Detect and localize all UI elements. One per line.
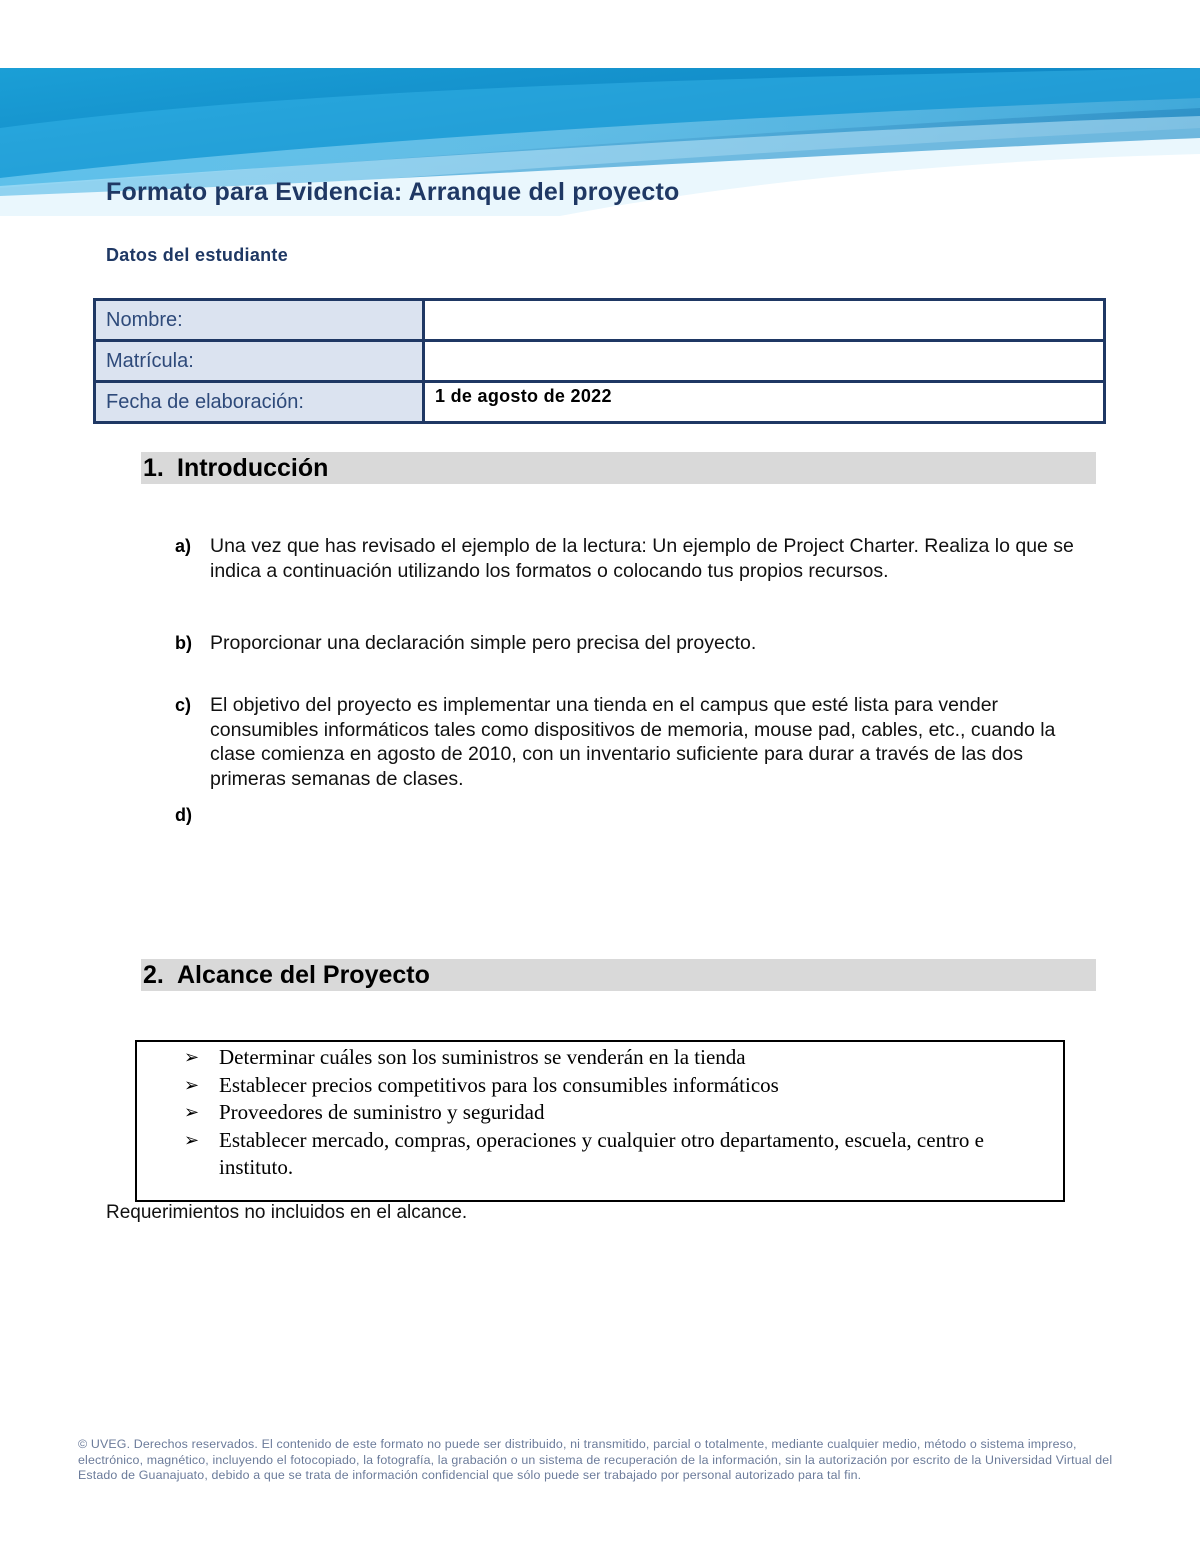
- list-item: [137, 1127, 1063, 1182]
- id-label: Matrícula:: [95, 341, 424, 382]
- name-value[interactable]: [424, 300, 1105, 341]
- id-value[interactable]: [424, 341, 1105, 382]
- item-marker: d): [175, 805, 192, 825]
- section-title: Introducción: [177, 454, 329, 482]
- arrow-bullet-icon: ➢: [184, 1047, 200, 1068]
- arrow-bullet-icon: ➢: [184, 1102, 200, 1123]
- list-item: [175, 631, 1095, 656]
- list-item: [175, 534, 1095, 583]
- copyright-footer: © UVEG. Derechos reservados. El contenido de este formato no puede ser distribuido, ni transmitido, parcial o totalmente, mediante cualquier medio, método o sistema impreso, electrónico, magnético, incluyendo el fotocopiado, la fotografía, la grabación o un sistema de recuperación de la información, sin la autorización por escrito de la Universidad Virtual del Estado de Guanajuato, debido a que se trata de información confidencial que sólo puede ser trabajado por personal autorizado para tal fin.: [78, 1437, 1113, 1483]
- table-row: [95, 382, 1105, 423]
- name-label: Nombre:: [95, 300, 424, 341]
- section-number: 2.: [143, 961, 164, 989]
- document-title: Formato para Evidencia: Arranque del proyecto: [106, 178, 680, 206]
- item-text: El objetivo del proyecto es implementar una tienda en el campus que esté lista para vender consumibles informáticos tales como dispositivos de memoria, mouse pad, cables, etc., cuando la clase comienza en agosto de 2010, con un inventario suficiente para durar a través de las dos primeras semanas de clases.: [210, 694, 1056, 790]
- arrow-bullet-icon: ➢: [184, 1129, 200, 1151]
- scope-item-text: Establecer precios competitivos para los consumibles informáticos: [219, 1072, 779, 1097]
- section-number: 1.: [143, 454, 164, 482]
- list-item: [137, 1044, 1063, 1072]
- section-title: Alcance del Proyecto: [177, 961, 430, 989]
- item-marker: b): [175, 633, 192, 653]
- scope-item-text: Establecer mercado, compras, operaciones y cualquier otro departamento, escuela, centro e instituto.: [219, 1127, 984, 1179]
- student-data-table: [93, 298, 1106, 424]
- table-row: [95, 341, 1105, 382]
- list-item: [137, 1099, 1063, 1127]
- scope-list: [137, 1042, 1063, 1182]
- scope-box: [135, 1040, 1065, 1202]
- list-item: [175, 693, 1095, 791]
- date-value[interactable]: 1 de agosto de 2022: [424, 382, 1105, 423]
- item-text: Proporcionar una declaración simple pero precisa del proyecto.: [210, 632, 757, 654]
- section-heading-introduccion: [141, 452, 1096, 484]
- section-heading-alcance: [141, 959, 1096, 991]
- item-text: Una vez que has revisado el ejemplo de la lectura: Un ejemplo de Project Charter. Realiza lo que se indica a continuación utilizando los formatos o colocando tus propios recursos.: [210, 535, 1074, 582]
- item-marker: c): [175, 695, 192, 715]
- table-row: [95, 300, 1105, 341]
- arrow-bullet-icon: ➢: [184, 1074, 200, 1096]
- student-data-heading: Datos del estudiante: [106, 245, 289, 265]
- date-label: Fecha de elaboración:: [95, 382, 424, 423]
- item-marker: a): [175, 536, 192, 556]
- not-included-note: Requerimientos no incluidos en el alcance.: [106, 1202, 468, 1223]
- scope-item-text: Proveedores de suministro y seguridad: [219, 1100, 545, 1124]
- list-item: [137, 1072, 1063, 1100]
- scope-item-text: Determinar cuáles son los suministros se venderán en la tienda: [219, 1045, 746, 1069]
